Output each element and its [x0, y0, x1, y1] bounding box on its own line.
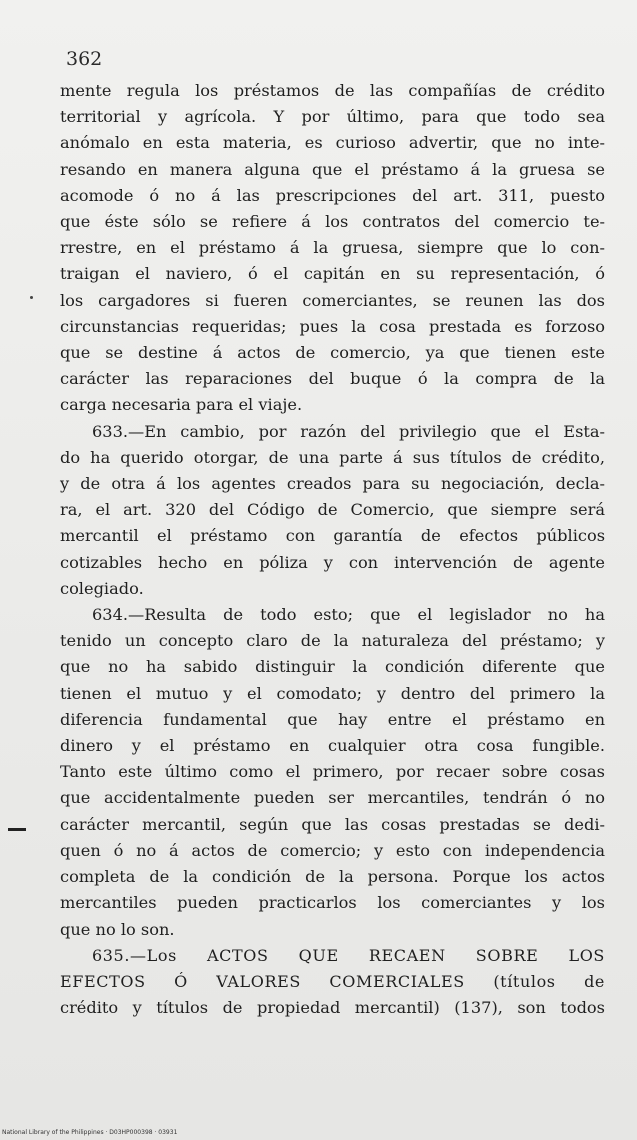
text-line: circunstancias requeridas; pues la cosa prestada es forzoso	[60, 316, 605, 336]
text-line: mente regula los préstamos de las compañías de crédito	[60, 81, 605, 100]
text-line: Tanto este último como el primero, por recaer sobre cosas	[60, 762, 605, 782]
text-line: y de otra á los agentes creados para su negociación, decla-	[60, 474, 605, 494]
text-line: que no ha sabido distinguir la condición diferente que	[60, 657, 605, 677]
paragraph-635-start: 635.—Los ACTOS QUE RECAEN SOBRE LOS	[92, 945, 605, 965]
text-line: traigan el naviero, ó el capitán en su representación, ó	[60, 264, 605, 284]
text-line: cotizables hecho en póliza y con intervención de agente	[60, 552, 605, 572]
text-line: resando en manera alguna que el préstamo á la gruesa se	[60, 159, 605, 179]
text-line: territorial y agrícola. Y por último, para que todo sea	[60, 107, 605, 127]
text-line: carácter mercantil, según que las cosas prestadas se dedi-	[60, 814, 605, 834]
text-line: carga necesaria para el viaje.	[60, 395, 303, 415]
text-line: quen ó no á actos de comercio; y esto con independencia	[60, 840, 605, 860]
page-number: 362	[66, 48, 103, 70]
scan-credit: National Library of the Philippines · D03HP000398 · 03931	[2, 1129, 178, 1136]
text-line: ra, el art. 320 del Código de Comercio, que siempre será	[60, 500, 605, 520]
text-line: que no lo son.	[60, 919, 175, 939]
text-line: rrestre, en el préstamo á la gruesa, siempre que lo con-	[60, 238, 605, 258]
margin-mark-dot	[30, 296, 33, 299]
text-line: los cargadores si fueren comerciantes, se reunen las dos	[60, 290, 605, 310]
body-text	[60, 78, 605, 1021]
text-line: diferencia fundamental que hay entre el préstamo en	[60, 709, 605, 729]
text-line: que éste sólo se refiere á los contratos del comercio te-	[60, 212, 605, 232]
text-line: EFECTOS Ó VALORES COMERCIALES (títulos de	[60, 971, 605, 991]
text-line: anómalo en esta materia, es curioso advertir, que no inte-	[60, 133, 605, 153]
text-line: crédito y títulos de propiedad mercantil) (137), son todos	[60, 998, 605, 1018]
text-line: que se destine á actos de comercio, ya que tienen este	[60, 343, 605, 363]
text-line: carácter las reparaciones del buque ó la compra de la	[60, 369, 605, 389]
text-line: completa de la condición de la persona. Porque los actos	[60, 867, 605, 887]
text-line: tienen el mutuo y el comodato; y dentro del primero la	[60, 683, 605, 703]
text-line: dinero y el préstamo en cualquier otra cosa fungible.	[60, 736, 605, 756]
text-line: acomode ó no á las prescripciones del art. 311, puesto	[60, 185, 605, 205]
margin-mark-dash	[8, 828, 26, 831]
paragraph-633-start: 633.—En cambio, por razón del privilegio que el Esta-	[92, 421, 605, 441]
text-line: que accidentalmente pueden ser mercantiles, tendrán ó no	[60, 788, 605, 808]
text-line: tenido un concepto claro de la naturaleza del préstamo; y	[60, 631, 605, 651]
text-line: mercantiles pueden practicarlos los comerciantes y los	[60, 893, 605, 913]
text-line: do ha querido otorgar, de una parte á sus títulos de crédito,	[60, 447, 605, 467]
text-line: colegiado.	[60, 578, 144, 598]
paragraph-634-start: 634.—Resulta de todo esto; que el legislador no ha	[92, 605, 605, 625]
text-line: mercantil el préstamo con garantía de efectos públicos	[60, 526, 605, 546]
